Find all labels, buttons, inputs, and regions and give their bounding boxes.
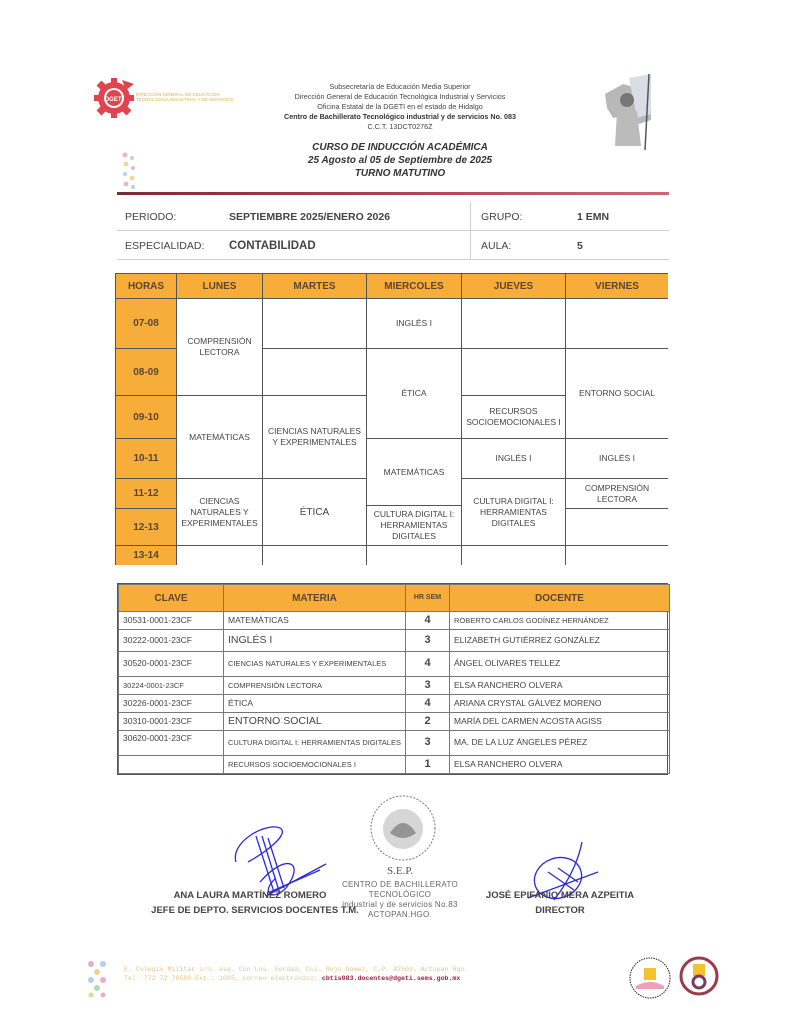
footer-address-line-1: E. Colegio Militar s/n. esq. Con Los. Verdad, Col. Rojo Gómez, C.P. 42503, Actopan Hgo. — [124, 966, 469, 973]
materia-cell: RECURSOS SOCIOEMOCIONALES I — [224, 756, 406, 774]
header-line-4: Centro de Bachillerato Tecnológico industrial y de servicios No. 083 — [284, 112, 516, 121]
clave-cell: 30520-0001-23CF — [119, 652, 224, 677]
especialidad-label: ESPECIALIDAD: — [125, 240, 205, 252]
hour-10-11: 10-11 — [116, 439, 177, 479]
class-viernes-10-11: INGLÉS I — [566, 439, 668, 479]
class-jueves-08-09 — [462, 349, 566, 396]
table-row — [119, 652, 670, 677]
info-row-especialidad — [117, 231, 669, 260]
materia-cell: MATEMÁTICAS — [224, 612, 406, 630]
institution-header — [240, 82, 560, 132]
grupo-value: 1 EMN — [577, 211, 610, 223]
class-viernes-11-12: COMPRENSIÓN LECTORA — [566, 479, 668, 509]
stamp-line-4: ACTOPAN.HGO. — [367, 910, 433, 919]
header-line-1: Subsecretaría de Educación Media Superior — [329, 82, 471, 91]
docente-cell: ÁNGEL OLIVARES TELLEZ — [450, 652, 670, 677]
periodo-label: PERIODO: — [125, 211, 177, 223]
hours-cell: 3 — [406, 731, 450, 756]
subjects-header-clave: CLAVE — [119, 585, 224, 612]
class-viernes-13-14 — [566, 546, 668, 565]
class-martes-11-13: ÉTICA — [263, 479, 367, 546]
hours-cell: 4 — [406, 612, 450, 630]
servicios-docentes-logo-icon — [628, 956, 672, 1000]
aula-label: AULA: — [481, 240, 512, 252]
footer-address — [124, 965, 484, 983]
hours-cell: 2 — [406, 713, 450, 731]
hour-11-12: 11-12 — [116, 479, 177, 509]
national-seal-icon — [360, 793, 446, 863]
class-lunes-11-13: CIENCIAS NATURALES Y EXPERIMENTALES — [177, 479, 263, 546]
schedule-header-martes: MARTES — [263, 274, 367, 299]
schedule-header-viernes: VIERNES — [566, 274, 668, 299]
docente-cell: MA. DE LA LUZ ÁNGELES PÉREZ — [450, 731, 670, 756]
header-line-3: Oficina Estatal de la DGETI en el estado de Hidalgo — [317, 102, 483, 111]
materia-cell: INGLÉS I — [224, 630, 406, 652]
decorative-pattern-icon — [120, 150, 138, 190]
table-row — [119, 677, 670, 695]
schedule-header-horas: HORAS — [116, 274, 177, 299]
course-title: CURSO DE INDUCCIÓN ACADÉMICA — [312, 142, 488, 153]
docente-cell: ELSA RANCHERO OLVERA — [450, 677, 670, 695]
footer-email-link[interactable]: cbtis083.docentes@dgeti.sems.gob.mx — [321, 975, 461, 982]
docente-cell: ELSA RANCHERO OLVERA — [450, 756, 670, 774]
svg-text:DGETI: DGETI — [104, 97, 124, 103]
hours-cell: 1 — [406, 756, 450, 774]
hours-cell: 4 — [406, 695, 450, 713]
course-info — [240, 141, 560, 180]
materia-cell: CIENCIAS NATURALES Y EXPERIMENTALES — [224, 652, 406, 677]
class-jueves-07-08 — [462, 299, 566, 349]
materia-cell: CULTURA DIGITAL I: HERRAMIENTAS DIGITALES — [224, 731, 406, 756]
materia-cell: COMPRENSIÓN LECTORA — [224, 677, 406, 695]
periodo-value: SEPTIEMBRE 2025/ENERO 2026 — [229, 211, 391, 223]
header-line-2: Dirección General de Educación Tecnológica Industrial y Servicios — [294, 92, 506, 101]
table-row — [119, 630, 670, 652]
docente-cell: ROBERTO CARLOS GODÍNEZ HERNÁNDEZ — [450, 612, 670, 630]
table-row — [119, 612, 670, 630]
hour-09-10: 09-10 — [116, 396, 177, 439]
class-viernes-07-08 — [566, 299, 668, 349]
clave-cell: 30222-0001-23CF — [119, 630, 224, 652]
hour-07-08: 07-08 — [116, 299, 177, 349]
class-miercoles-12-13: CULTURA DIGITAL I: HERRAMIENTAS DIGITALES — [367, 506, 462, 546]
dgeti-logo-text: DIRECCIÓN GENERAL DE EDUCACIÓN TECNOLÓGICA INDUSTRIAL Y DE SERVICIOS — [136, 92, 234, 102]
hours-cell: 3 — [406, 677, 450, 695]
cbtis-logo-icon — [679, 956, 719, 996]
especialidad-value: CONTABILIDAD — [229, 240, 316, 252]
stamp-line-2: TECNOLÓGICO — [368, 890, 432, 899]
schedule-header-miercoles: MIERCOLES — [367, 274, 462, 299]
class-martes-13-14 — [263, 546, 367, 565]
class-lunes-13-14 — [177, 546, 263, 565]
subjects-header-row — [119, 585, 670, 612]
subjects-table — [117, 583, 668, 775]
hour-12-13: 12-13 — [116, 509, 177, 546]
stamp-line-1: CENTRO DE BACHILLERATO — [341, 880, 459, 889]
schedule-table — [115, 273, 668, 565]
class-jueves-09-10: RECURSOS SOCIOEMOCIONALES I — [462, 396, 566, 439]
course-dates: 25 Agosto al 05 de Septiembre de 2025 — [307, 155, 493, 166]
clave-cell: 30531-0001-23CF — [119, 612, 224, 630]
footer-address-line-2 — [124, 974, 484, 983]
class-viernes-08-10: ENTORNO SOCIAL — [566, 349, 668, 439]
materia-cell: ENTORNO SOCIAL — [224, 713, 406, 731]
hour-08-09: 08-09 — [116, 349, 177, 396]
class-martes-08-09 — [263, 349, 367, 396]
class-martes-09-11: CIENCIAS NATURALES Y EXPERIMENTALES — [263, 396, 367, 479]
grupo-label: GRUPO: — [481, 211, 523, 223]
info-row-periodo — [117, 202, 669, 231]
footer-phone: Tel. 772 72 70580 Ext.: 1005, correo electrónico: — [124, 975, 322, 982]
table-row — [119, 695, 670, 713]
materia-cell: ÉTICA — [224, 695, 406, 713]
class-martes-07-08 — [263, 299, 367, 349]
left-signer-name: ANA LAURA MARTÍNEZ ROMERO — [173, 890, 327, 901]
class-miercoles-10-12: MATEMÁTICAS — [367, 439, 462, 506]
class-miercoles-13-14 — [367, 546, 462, 565]
stamp-line-3: industrial y de servicios No.83 — [342, 900, 458, 909]
header-line-5: C.C.T. 13DCT0276Z — [367, 122, 433, 131]
info-divider — [470, 202, 471, 260]
clave-cell: 30310-0001-23CF — [119, 713, 224, 731]
group-info — [117, 202, 669, 260]
class-viernes-12-13 — [566, 509, 668, 546]
class-jueves-10-11: INGLÉS I — [462, 439, 566, 479]
class-lunes-07-09: COMPRENSIÓN LECTORA — [177, 299, 263, 396]
class-miercoles-07-08: INGLÉS I — [367, 299, 462, 349]
schedule-header-jueves: JUEVES — [462, 274, 566, 299]
clave-cell: 30620-0001-23CF — [119, 731, 224, 756]
class-lunes-09-11: MATEMÁTICAS — [177, 396, 263, 479]
docente-cell: ARIANA CRYSTAL GÁLVEZ MORENO — [450, 695, 670, 713]
subjects-header-hrsem: HR SEM — [406, 585, 450, 612]
hours-cell: 3 — [406, 630, 450, 652]
table-row — [119, 713, 670, 731]
course-shift: TURNO MATUTINO — [354, 168, 446, 179]
subjects-header-materia: MATERIA — [224, 585, 406, 612]
hour-13-14: 13-14 — [116, 546, 177, 565]
sep-label: S.E.P. — [387, 865, 413, 877]
right-signer-name: JOSÉ EPIFANIO MERA AZPEITIA — [485, 890, 635, 901]
clave-cell: 30224-0001-23CF — [119, 677, 224, 695]
header-divider — [117, 192, 669, 195]
footer-pattern-icon — [85, 958, 111, 998]
docente-cell: MARÍA DEL CARMEN ACOSTA AGISS — [450, 713, 670, 731]
heroine-flag-illustration-icon — [603, 74, 653, 150]
left-signer-role: JEFE DE DEPTO. SERVICIOS DOCENTES T.M. — [151, 905, 359, 916]
class-jueves-11-13: CULTURA DIGITAL I: HERRAMIENTAS DIGITALES — [462, 479, 566, 546]
dgeti-gear-logo-icon — [92, 76, 136, 120]
schedule-header-lunes: LUNES — [177, 274, 263, 299]
class-jueves-13-14 — [462, 546, 566, 565]
subjects-header-docente: DOCENTE — [450, 585, 670, 612]
aula-value: 5 — [577, 240, 583, 252]
right-signer-role: DIRECTOR — [535, 905, 585, 916]
docente-cell: ELIZABETH GUTIÉRREZ GONZÁLEZ — [450, 630, 670, 652]
clave-cell: 30226-0001-23CF — [119, 695, 224, 713]
table-row — [119, 731, 670, 756]
clave-cell — [119, 756, 224, 774]
table-row — [119, 756, 670, 774]
class-miercoles-08-10: ÉTICA — [367, 349, 462, 439]
hours-cell: 4 — [406, 652, 450, 677]
